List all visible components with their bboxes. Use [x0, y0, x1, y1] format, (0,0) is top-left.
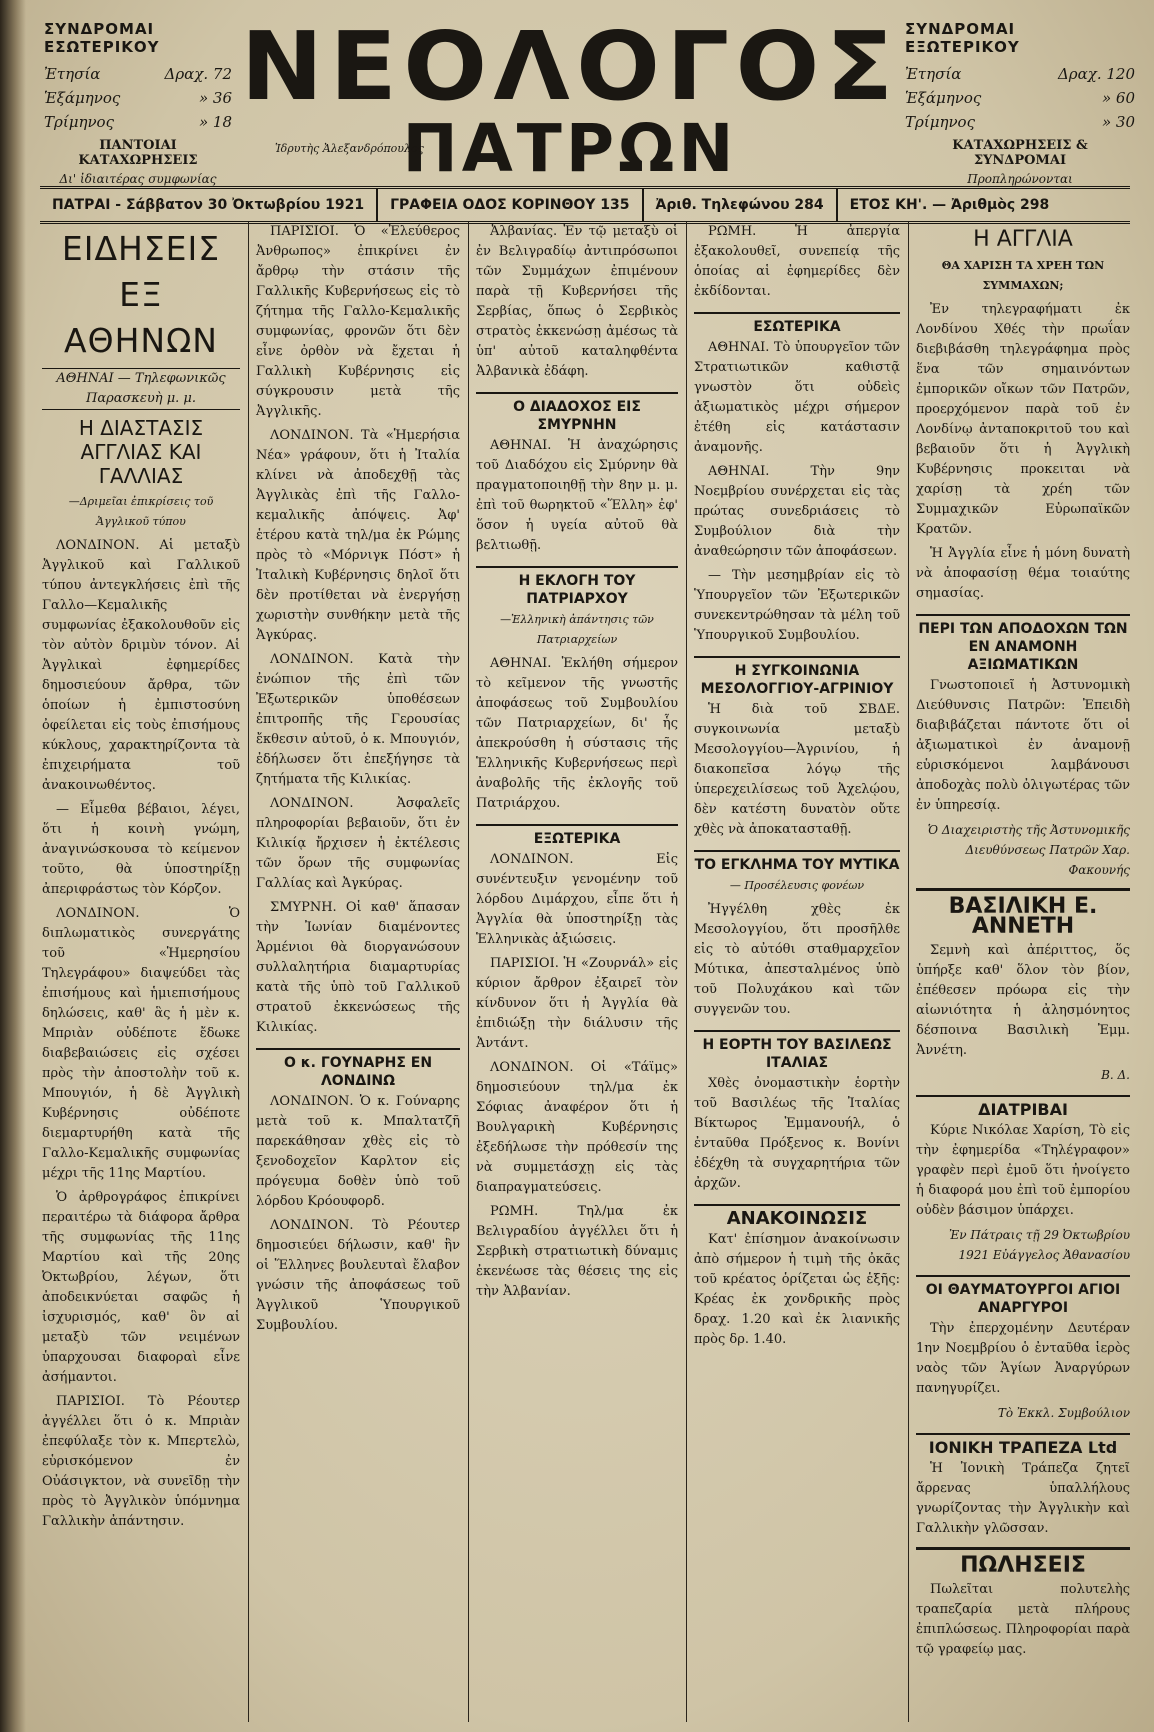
ads-note-2: Δι' ἰδιαιτέρας συμφωνίας	[59, 172, 217, 186]
headline-gounaris: Ο κ. ΓΟΥΝΑΡΗΣ ΕΝ ΛΟΝΔΙΝΩ	[256, 1048, 460, 1090]
domestic-title: ΣΥΝΔΡΟΜΑΙ ΕΣΩΤΕΡΙΚΟΥ	[44, 20, 160, 56]
paragraph: ΡΩΜΗ. Ἡ ἀπεργία ἐξακολουθεῖ, συνεπείᾳ τῆς ὁποίας αἱ ἐφημερίδες δὲν ἐκδίδονται.	[694, 224, 900, 299]
office-address: ΓΡΑΦΕΙΑ ΟΔΟΣ ΚΟΡΙΝΘΟΥ 135	[378, 189, 643, 221]
paragraph: ΠΑΡΙΣΙΟΙ. Ὁ «Ἐλεύθερος Ἀνθρωπος» ἐπικρίνει ἐν ἄρθρῳ τὴν στάσιν τῆς Γαλλικῆς Κυβερνήσεως εἰς τὸ ζήτημα τῆς Γαλλο-Κεμαλικῆς συμφωνίας, φρονῶν ὅτι δὲν εἶνε ὀρθὸν νὰ ἔχεται ἡ Γαλλικὴ Κυβέρνησις εἰς σύγκρουσιν μετὰ τῆς Ἀγγλικῆς.	[256, 224, 460, 419]
column-3	[476, 222, 678, 1306]
paragraph: — Τὴν μεσημβρίαν εἰς τὸ Ὑπουργεῖον τῶν Ἐξωτερικῶν συνεκεντρώθησαν τὰ μέλη τοῦ Ὑπουργικοῦ Συμβουλίου.	[694, 568, 900, 643]
paragraph: Ἠγγέλθη χθὲς ἐκ Μεσολογγίου, ὅτι προσῆλθε εἰς τὸ αὐτόθι σταθμαρχεῖον Μύτικα, ἀπεσταλμένος ὑπὸ τοῦ Πολυχάκου καὶ τῶν συγγενῶν του.	[694, 902, 900, 1017]
paragraph: ΑΘΗΝΑΙ. Τὴν 9ην Νοεμβρίου συνέρχεται εἰς τὰς πρώτας συνεδριάσεις τὸ Συμβούλιον διὰ τὴν ἀναθεώρησιν τῶν ἀποφάσεων.	[694, 464, 900, 559]
paragraph: ΛΟΝΔΙΝΟΝ. Ὁ διπλωματικὸς συνεργάτης τοῦ «Ἡμερησίου Τηλεγράφου» διαψεύδει τὰς ἐπισήμους καὶ ἡμιεπισήμους δηλώσεις, καθ' ἃς ἡ μὲν κ. Μπριὰν οὐδέποτε ἔδωκε διαβεβαιώσεις εἰς σχέσει πρὸς τὴν ἀποστολὴν τοῦ κ. Μπουγιόν, ἡ δὲ Ἀγγλικὴ Κυβέρνησις οὐδέποτε διεμαρτυρήθη κατὰ τῆς Γαλλο-Κεμαλικῆς συμφωνίας μέχρι τῆς 11ης Μαρτίου.	[42, 906, 240, 1181]
dateline: ΑΘΗΝΑΙ — Τηλεφωνικῶς Παρασκευὴ μ. μ.	[42, 368, 240, 410]
domestic-row: Ἐτησία Δραχ. 72	[44, 65, 232, 83]
paragraph: Κύριε Νικόλαε Χαρίση, Τὸ εἰς τὴν ἐφημερίδα «Τηλέγραφον» γραφὲν περὶ ἐμοῦ ὅτι ἠνοίγετο ἡ διαφορά μου ἐπὶ τοῦ ἐμπορίου οὐδὲν βάσιμον ὑπάρχει.	[916, 1123, 1130, 1218]
paragraph: ΛΟΝΔΙΝΟΝ. Οἱ «Τάϊμς» δημοσιεύουν τηλ/μα ἐκ Σόφιας ἀναφέρον ὅτι ἡ Βουλγαρικὴ Κυβέρνησις ἐξεδήλωσε τὴν πρόθεσίν της νὰ συμμετάσχῃ εἰς τὰς διαπραγματεύσεις.	[476, 1060, 678, 1195]
column-rule	[248, 222, 249, 1722]
issue-info-bar	[40, 186, 1130, 224]
paragraph: ΛΟΝΔΙΝΟΝ. Ὁ κ. Γούναρης μετὰ τοῦ κ. Μπαλτατζῆ παρεκάθησαν χθὲς εἰς τὸ ξενοδοχεῖον Καρλτον εἰς πρόγευμα δοθὲν ὑπὸ τοῦ λόρδου Κρόουφορδ.	[256, 1094, 460, 1209]
headline-diatribes: ΔΙΑΤΡΙΒΑΙ	[916, 1095, 1130, 1119]
column-2	[256, 222, 460, 1340]
paragraph: ΛΟΝΔΙΝΟΝ. Αἱ μεταξὺ Ἀγγλικοῦ καὶ Γαλλικοῦ τύπου ἀντεγκλήσεις ἐπὶ τῆς Γαλλο—Κεμαλικῆς συμφωνίας ἐξακολουθοῦν εἰς τὸν αὐτὸν δριμὺν τόνον. Αἱ Ἀγγλικαὶ ἐφημερίδες δημοσιεύουν ἄρθρα, τῶν ὁποίων ἡ ἐμπιστοσύνη ὀφείλεται εἰς τοὺς ἐπισήμους κύκλους, χαρακτηρίζοντα τὰ ἐπιχειρήματα τοῦ ἀνακοινωθέντος.	[42, 538, 240, 793]
paragraph: Χθὲς ὀνομαστικὴν ἑορτὴν τοῦ Βασιλέως τῆς Ἰταλίας Βίκτωρος Ἐμμανουήλ, ὁ ἐνταῦθα Πρόξενος κ. Βονίνι ἐδέχθη τὰ συγχαρητήρια τῶν ἀρχῶν.	[694, 1076, 900, 1191]
paragraph: Ἡ Ἰονικὴ Τράπεζα ζητεῖ ἄρρενας ὑπαλλήλους γνωρίζοντας τὴν Ἀγγλικὴν καὶ Γαλλικὴν γλῶσσαν.	[916, 1461, 1130, 1536]
subscriptions-foreign-box	[905, 20, 1135, 186]
caption: —Ἑλληνικὴ ἀπάντησις τῶν Πατριαρχείων	[500, 613, 654, 646]
founder-line: Ἱδρυτὴς Ἀλεξανδρόπουλος	[275, 142, 424, 155]
signature: Ὁ Διαχειριστὴς τῆς Ἀστυνομικῆς Διευθύνσεως Πατρῶν Χαρ. Φακουνής	[927, 823, 1130, 877]
paragraph: ΛΟΝΔΙΝΟΝ. Κατὰ τὴν ἐνώπιον τῆς ἐπὶ τῶν Ἐξωτερικῶν ὑποθέσεων ἐπιτροπῆς τῆς Γερουσίας ἔκθεσιν αὐτοῦ, ὁ κ. Μπουγιόν, ἐδήλωσεν ὅτι ἐπεξήγησε τὰ ζητήματα τῆς Κιλικίας.	[256, 652, 460, 787]
issue-number: ΕΤΟΣ ΚΗ'. — Ἀριθμὸς 298	[849, 197, 1050, 213]
paragraph: Ἀλβανίας. Ἐν τῷ μεταξὺ οἱ ἐν Βελιγραδίῳ ἀντιπρόσωποι τῶν Συμμάχων ἐπιμένουν παρὰ τῇ Κυβερνήσει τῆς Σερβίας, ὅπως ὁ Σερβικὸς στρατὸς ἐκκενώσῃ ἀμέσως τὰ ὑπ' αὐτοῦ καταληφθέντα Ἀλβανικὰ ἐδάφη.	[476, 224, 678, 379]
paragraph: — Εἶμεθα βέβαιοι, λέγει, ὅτι ἡ κοινὴ γνώμη, ἀναγινώσκουσα τὸ κείμενον τοῦτο, θὰ ὑποστηρίξῃ ἀπεριφράστως τὸν Κόρζον.	[42, 802, 240, 897]
headline-sales: ΠΩΛΗΣΕΙΣ	[916, 1547, 1130, 1576]
prepaid-note-2: Προπληρώνονται	[967, 172, 1073, 186]
column-1	[42, 222, 240, 1536]
paragraph: Κατ' ἐπίσημον ἀνακοίνωσιν ἀπὸ σήμερον ἡ τιμὴ τῆς ὀκᾶς τοῦ κρέατος ὁρίζεται ὡς ἑξῆς: Κρέας ἐκ χονδρικῆς πρὸς δραχ. 1.20 καὶ ἐκ λιανικῆς πρὸς δρ. 1.40.	[694, 1232, 900, 1347]
headline-saints: ΟΙ ΘΑΥΜΑΤΟΥΡΓΟΙ ΑΓΙΟΙ ΑΝΑΡΓΥΡΟΙ	[916, 1275, 1130, 1317]
caption: — Προσέλευσις φονέων	[729, 879, 865, 892]
newspaper-subtitle: ΠΑΤΡΩΝ	[402, 110, 738, 187]
newspaper-title: ΝΕΟΛΟΓΟΣ	[240, 13, 900, 122]
paragraph: ΛΟΝΔΙΝΟΝ. Τὰ «Ἡμερήσια Νέα» γράφουν, ὅτι ἡ Ἰταλία κλίνει νὰ ἀποδεχθῇ τὰς Ἀγγλικὰς ἐπὶ τῆς Γαλλο-κεμαλικῆς ἀπόψεις. Ἀφ' ἑτέρου κατὰ τηλ/μα ἐκ Ρώμης πρὸς τὸ «Μόρνιγκ Πόστ» ἡ Ἰταλικὴ Κυβέρνησις δηλοῖ ὅτι δὲν προτίθεται νὰ ἐνεργήσῃ χωριστὴν συνθήκην μετὰ τῆς Ἀγκύρας.	[256, 428, 460, 643]
headline-communication: Η ΣΥΓΚΟΙΝΩΝΙΑ ΜΕΣΟΛΟΓΓΙΟΥ-ΑΓΡΙΝΙΟΥ	[694, 656, 900, 698]
paragraph: ΛΟΝΔΙΝΟΝ. Ἀσφαλεῖς πληροφορίαι βεβαιοῦν, ὅτι ἐν Κιλικίᾳ ἤρχισεν ἡ ἐκτέλεσις τῶν ὅρων τῆς συμφωνίας Γαλλίας καὶ Ἀγκύρας.	[256, 796, 460, 891]
paragraph: Ὁ ἀρθρογράφος ἐπικρίνει περαιτέρω τὰ διάφορα ἄρθρα τῆς συμφωνίας τῆς 11ης Μαρτίου καὶ τῆς 20ης Ὀκτωβρίου, λέγων, ὅτι ἀποδεικνύεται σαφῶς ἡ ἰσχυρισμός, καθ' ὃν αἱ μεταξὺ τῶν νειμένων ὑπαρχουσαι διαφοραὶ εἶνε ἀσήμαντοι.	[42, 1190, 240, 1385]
headline-ionian-bank: ΙΟΝΙΚΗ ΤΡΑΠΕΖΑ Ltd	[916, 1433, 1130, 1457]
column-rule	[468, 222, 469, 1722]
headline-foreign: ΕΞΩΤΕΡΙΚΑ	[476, 824, 678, 848]
domestic-row: Ἑξάμηνος » 36	[44, 89, 232, 107]
headline-officers: ΠΕΡΙ ΤΩΝ ΑΠΟΔΟΧΩΝ ΤΩΝ ΕΝ ΑΝΑΜΟΝΗ ΑΞΙΩΜΑΤΙΚΩΝ	[916, 614, 1130, 674]
foreign-row: Ἑξάμηνος » 60	[905, 89, 1135, 107]
headline-crown-prince: Ο ΔΙΑΔΟΧΟΣ ΕΙΣ ΣΜΥΡΝΗΝ	[476, 392, 678, 434]
caption: —Δριμεῖαι ἐπικρίσεις τοῦ Ἀγγλικοῦ τύπου	[68, 495, 214, 528]
column-rule	[908, 222, 909, 1722]
paragraph: ΣΜΥΡΝΗ. Οἱ καθ' ἅπασαν τὴν Ἰωνίαν διαμένοντες Ἀρμένιοι θὰ διοργανώσουν συλλαλητήρια διαμαρτυρίας κατὰ τῆς ὑπὸ τοῦ Γαλλικοῦ στρατοῦ ἐκκενώσεως τῆς Κιλικίας.	[256, 900, 460, 1035]
signature: Τὸ Ἐκκλ. Συμβούλιον	[997, 1406, 1130, 1420]
headline-king-italy: Η ΕΟΡΤΗ ΤΟΥ ΒΑΣΙΛΕΩΣ ΙΤΑΛΙΑΣ	[694, 1030, 900, 1072]
paragraph: Ἐν τηλεγραφήματι ἐκ Λονδίνου Χθές τὴν πρωΐαν διεβιβάσθη τηλεγράφημα πρὸς ἕνα τῶν σημαινόντων ἐμπορικῶν οἴκων τῶν Πατρῶν, προερχόμενον παρὰ τοῦ ἐν Λονδίνῳ ἀνταποκριτοῦ του καὶ βεβαιοῦν ὅτι ἡ Ἀγγλικὴ Κυβέρνησις προκειται νὰ χαρίσῃ τὰ χρέη τῶν Συμμαχικῶν Εὐρωπαϊκῶν Κρατῶν.	[916, 302, 1130, 537]
foreign-row: Τρίμηνος » 30	[905, 113, 1135, 131]
paragraph: ΛΟΝΔΙΝΟΝ. Εἰς συνέντευξιν γενομένην τοῦ λόρδου Διμάρχου, εἶπε ὅτι ἡ Ἀγγλία θὰ ὑποστηρίξῃ τὰς Ἑλληνικὰς ἀξιώσεις.	[476, 852, 678, 947]
foreign-row: Ἐτησία Δραχ. 120	[905, 65, 1135, 83]
headline-athens-news: ΕΙΔΗΣΕΙΣ ΕΞ ΑΘΗΝΩΝ	[61, 229, 221, 360]
paragraph: Πωλεῖται πολυτελὴς τραπεζαρία μετὰ πλήρους ἐπιπλώσεως. Πληροφορίαι παρὰ τῷ γραφείῳ μας.	[916, 1582, 1131, 1657]
paragraph: ΠΑΡΙΣΙΟΙ. Ἡ «Ζουρνάλ» εἰς κύριον ἄρθρον ἐξαιρεῖ τὸν κίνδυνον ὅτι ἡ Ἀγγλία θὰ ἐπιδιώξῃ τὴν διάλυσιν τῆς Ἀντάντ.	[476, 956, 678, 1051]
paragraph: ΛΟΝΔΙΝΟΝ. Τὸ Ρέουτερ δημοσιεύει δήλωσιν, καθ' ἣν οἱ Ἕλληνες βουλευταὶ ἔλαβον γνώσιν τῆς ἀποφάσεως τοῦ Ἀγγλικοῦ Ὑπουργικοῦ Συμβουλίου.	[256, 1218, 460, 1333]
paragraph: Σεμνὴ καὶ ἀπέριττος, ὅς ὑπήρξε καθ' ὅλον τὸν βίον, ἐπέθεσεν πρόωρα εἰς τὴν αἰωνιότητα ἡ ἀλησμόνητος δέσποινα Βασιλικὴ Ἐμμ. Ἀννέτη.	[916, 943, 1130, 1058]
issue-date: ΠΑΤΡΑΙ - Σάββατον 30 Ὀκτωβρίου 1921	[40, 189, 378, 221]
signature: Β. Δ.	[1101, 1068, 1130, 1082]
paragraph: Γνωστοποιεῖ ἡ Ἀστυνομικὴ Διεύθυνσις Πατρῶν: Ἐπειδὴ διαβιβάζεται πάντοτε ὅτι οἱ ἀξιωματικοὶ ἐν ἀναμονῇ εὑρισκόμενοι λαμβάνουσι ἀποδοχὰς πολὺ ὀλιγωτέρας τῶν ἐν ὑπηρεσίᾳ.	[916, 678, 1130, 813]
paragraph: ΑΘΗΝΑΙ. Ἐκλήθη σήμερον τὸ κεῖμενον τῆς γνωστῆς ἀποφάσεως τοῦ Συμβουλίου τῶν Πατριαρχείων, δι' ἧς ἀπεκρούσθη ἡ σύστασις τῆς Ἑλληνικῆς Κυβερνήσεως περὶ ἀναβολῆς τῆς ἐκλογῆς τοῦ Πατριάρχου.	[476, 656, 678, 811]
headline-announcement: ΑΝΑΚΟΙΝΩΣΙΣ	[694, 1204, 900, 1228]
phone-number: Ἀριθ. Τηλεφώνου 284	[644, 189, 838, 221]
paragraph: Τὴν ἐπερχομένην Δευτέραν 1ην Νοεμβρίου ὁ ἐνταῦθα ἱερὸς ναὸς τῶν Ἁγίων Ἀναργύρων πανηγυρίζει.	[916, 1321, 1130, 1396]
prepaid-note: ΚΑΤΑΧΩΡΗΣΕΙΣ & ΣΥΝΔΡΟΜΑΙ	[952, 138, 1088, 168]
paragraph: ΠΑΡΙΣΙΟΙ. Τὸ Ρέουτερ ἀγγέλλει ὅτι ὁ κ. Μπριὰν ἐπεφύλαξε τὸν κ. Μπερτελὼ, εὑρισκόμενον ἐν Οὐάσιγκτον, νὰ συνεῖδῃ τὴν πρὸς τὸ Ἀγγλικὸν ὑπόμνημα Γαλλικὴν ἀπάντησιν.	[42, 1394, 240, 1529]
column-5	[916, 222, 1130, 1664]
paragraph: ΑΘΗΝΑΙ. Ἡ ἀναχώρησις τοῦ Διαδόχου εἰς Σμύρνην θὰ πραγματοποιηθῇ τὴν 8ην μ. μ. ἐπὶ τοῦ θωρηκτοῦ «Ἕλλη» ἐφ' ὅσον ἡ υγεία αὐτοῦ θὰ βελτιωθῇ.	[476, 438, 678, 553]
headline-england: Η ΑΓΓΛΙΑ	[973, 227, 1073, 252]
signature: Ἐν Πάτραις τῇ 29 Ὀκτωβρίου 1921 Εὐάγγελος Ἀθανασίου	[948, 1228, 1130, 1262]
column-4	[694, 222, 900, 1354]
ads-note: ΠΑΝΤΟΙΑΙ ΚΑΤΑΧΩΡΗΣΕΙΣ	[78, 138, 198, 168]
paragraph: ΑΘΗΝΑΙ. Τὸ ὑπουργεῖον τῶν Στρατιωτικῶν καθιστᾷ γνωστὸν ὅτι οὐδεὶς ἀξιωματικὸς μέχρι σήμερον ἐτέθη εἰς κατάστασιν ἀναμονῆς.	[694, 340, 900, 455]
paragraph: ΡΩΜΗ. Τηλ/μα ἐκ Βελιγραδίου ἀγγέλλει ὅτι ἡ Σερβικὴ στρατιωτικὴ δύναμις ἐκενέωσε τὰς θέσεις της εἰς τὴν Ἀλβανίαν.	[476, 1204, 678, 1299]
headline-patriarch: Η ΕΚΛΟΓΗ ΤΟΥ ΠΑΤΡΙΑΡΧΟΥ	[476, 566, 678, 608]
headline-dispute: Η ΔΙΑΣΤΑΣΙΣ ΑΓΓΛΙΑΣ ΚΑΙ ΓΑΛΛΙΑΣ	[78, 416, 204, 488]
subheadline: ΘΑ ΧΑΡΙΣΗ ΤΑ ΧΡΕΗ ΤΩΝ ΣΥΜΜΑΧΩΝ;	[941, 259, 1105, 292]
headline-crime: ΤΟ ΕΓΚΛΗΜΑ ΤΟΥ ΜΥΤΙΚΑ	[694, 850, 900, 874]
column-rule	[686, 222, 687, 1722]
subscriptions-domestic-box	[44, 20, 232, 186]
page-shadow	[0, 0, 26, 1732]
domestic-row: Τρίμηνος » 18	[44, 113, 232, 131]
paragraph: Ἡ διὰ τοῦ ΣΒΔΕ. συγκοινωνία μεταξὺ Μεσολογγίου—Ἀγρινίου, ἡ διακοπεῖσα λόγῳ τῆς ὑπερεχειλίσεως τοῦ Ἀχελῴου, δὲν κατέστη δυνατὸν οὔτε χθὲς νὰ ἀποκατασταθῇ.	[694, 702, 900, 837]
headline-domestic: ΕΣΩΤΕΡΙΚΑ	[694, 312, 900, 336]
headline-obituary: ΒΑΣΙΛΙΚΗ Ε. ΑΝΝΕΤΗ	[916, 888, 1130, 937]
foreign-title: ΣΥΝΔΡΟΜΑΙ ΕΞΩΤΕΡΙΚΟΥ	[905, 20, 1020, 56]
masthead	[240, 13, 900, 187]
paragraph: Ἡ Ἀγγλία εἶνε ἡ μόνη δυνατὴ νὰ ἀποφασίσῃ θέμα τοιαύτης σημασίας.	[916, 546, 1130, 601]
